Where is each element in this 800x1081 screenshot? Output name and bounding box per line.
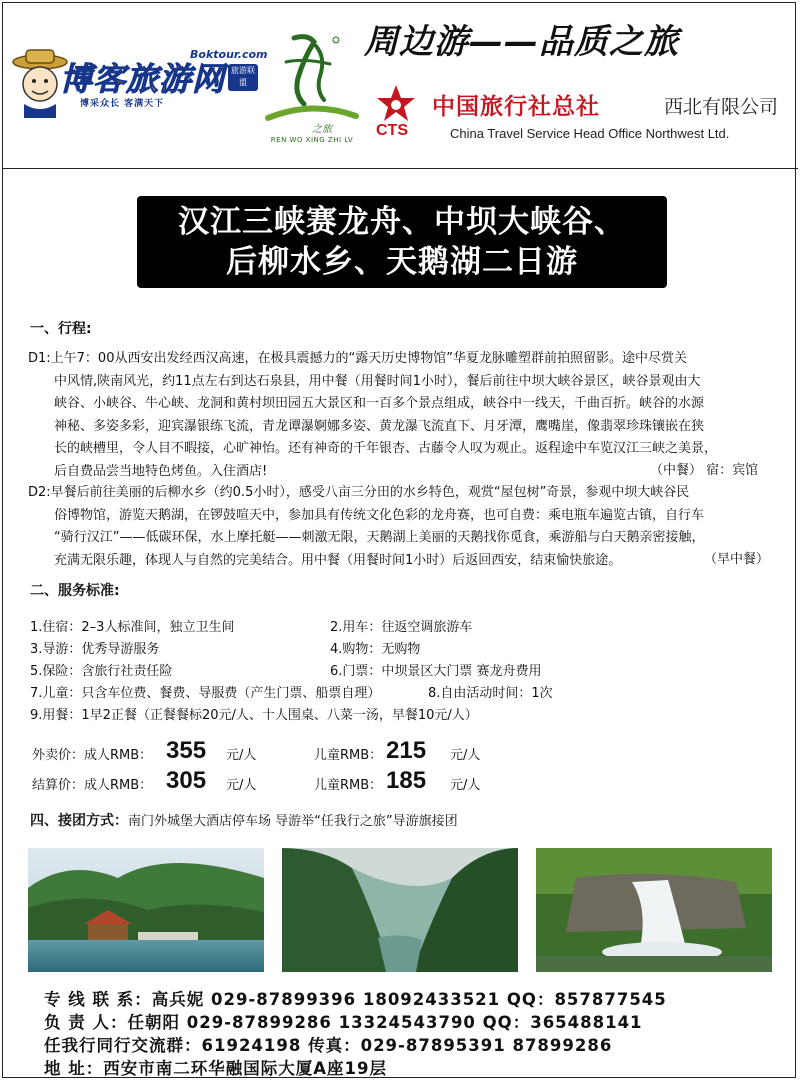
service-item: 3.导游：优秀导游服务: [30, 642, 160, 657]
photo-lake-pavilion: [28, 848, 264, 972]
slogan: 周边游——品质之旅: [364, 22, 679, 62]
tour-title-line-2: 后柳水乡、天鹅湖二日游: [226, 244, 578, 280]
contact-value: 61924198 传真：029-87895391 87899286: [201, 1036, 613, 1055]
service-item: 2.用车：往返空调旅游车: [330, 620, 473, 635]
settle-child-unit: 元/人: [450, 778, 481, 793]
cts-abbr: CTS: [376, 122, 408, 139]
day2-line: 俗博物馆，游览天鹅湖，在锣鼓喧天中，参加具有传统文化色彩的龙舟赛，也可自费：乘电瓶车遍览古镇，自行车: [54, 507, 705, 523]
boke-domain: Boktour.com: [190, 48, 268, 61]
day2-line: “骑行汉江”——低碳环保，水上摩托艇——刺激无限，天鹅湖上美丽的天鹅找你觅食，乘游船与白天鹅亲密接触，: [54, 530, 705, 545]
settle-child-label: 儿童RMB：: [314, 778, 383, 793]
settle-child-price: 185: [386, 767, 427, 794]
contact-value: 高兵妮 029-87899396 18092433521 QQ：857877545: [151, 990, 667, 1009]
service-item: 6.门票：中坝景区大门票 赛龙舟费用: [330, 664, 542, 679]
sell-adult-unit: 元/人: [226, 748, 257, 763]
day1-line: 后自费品尝当地特色烤鱼。入住酒店!: [54, 463, 268, 479]
contact-value: 任朝阳 029-87899286 13324543790 QQ：365488141: [127, 1013, 643, 1032]
day1-meal-note: （中餐） 宿：宾馆: [650, 463, 759, 478]
renwoxing-pinyin: REN WO XING ZHI LV: [270, 136, 354, 144]
cts-cn-name: 中国旅行社总社: [432, 93, 600, 120]
renwoxing-logo: [264, 28, 360, 150]
sell-child-price: 215: [386, 737, 427, 764]
settle-adult-price: 305: [166, 767, 207, 794]
meeting-info: [30, 810, 458, 830]
boke-badge: 旅游联盟: [228, 64, 258, 91]
contact-label: 任我行同行交流群：: [44, 1036, 202, 1055]
cts-en-name: China Travel Service Head Office Northwest Ltd.: [450, 126, 730, 141]
itinerary-heading: 一、行程:: [30, 321, 92, 337]
meeting-label: 四、接团方式：: [30, 813, 128, 829]
contact-line-address: [44, 1055, 387, 1079]
contact-label: 专 线 联 系：: [44, 990, 152, 1009]
contact-line-group: [44, 1032, 612, 1056]
service-heading: 二、服务标准:: [30, 583, 120, 599]
contact-line-manager: [44, 1009, 643, 1033]
day1-line: 神秘、多姿多彩，迎宾瀑银练飞流，青龙谭瀑婀娜多姿、黄龙瀑飞流直下、月牙潭，鹰嘴崖，像翡翠珍珠镶嵌在狭: [54, 418, 705, 434]
service-item: 8.自由活动时间：1次: [428, 686, 553, 701]
contact-label: 地 址：: [44, 1059, 104, 1078]
contact-line-hotline: [44, 986, 667, 1010]
boke-brand-name: 博客旅游网: [60, 60, 226, 98]
tour-title: [137, 196, 667, 288]
photo-waterfall: [536, 848, 772, 972]
day1-line: D1:上午7：00从西安出发经西汉高速，在极具震撼力的“露天历史博物馆”华夏龙脉雕塑群前拍照留影。途中尽赏关: [28, 351, 687, 366]
photo-river-gorge: [282, 848, 518, 972]
service-item: 7.儿童：只含车位费、餐费、导服费（产生门票、船票自理）: [30, 686, 381, 701]
settle-adult-unit: 元/人: [226, 778, 257, 793]
sell-child-unit: 元/人: [450, 748, 481, 763]
day2-meal-note: （早中餐）: [704, 552, 770, 567]
day1-line: 峡谷、小峡谷、牛心峡、龙洞和黄村坝田园五大景区和一百多个景点组成，峡谷中一线天，千曲百折。峡谷的水源: [54, 396, 705, 411]
header-divider: [2, 168, 798, 169]
boke-tagline: 博采众长 客满天下: [80, 99, 165, 109]
day1-line: 中风情,陕南风光，约11点左右到达石泉县，用中餐（用餐时间1小时），餐后前往中坝大峡谷景区，峡谷景观由大: [54, 373, 701, 389]
itinerary-day-2: [28, 482, 704, 572]
service-item: 4.购物：无购物: [330, 642, 421, 657]
service-item: 5.保险：含旅行社责任险: [30, 664, 173, 679]
sell-child-label: 儿童RMB：: [314, 748, 383, 763]
sell-price-label: 外卖价：成人RMB：: [32, 748, 153, 763]
cts-star-icon: [376, 84, 416, 124]
settle-price-label: 结算价：成人RMB：: [32, 778, 153, 793]
header: [0, 0, 800, 168]
contact-value: 西安市南二环华融国际大厦A座19层: [103, 1059, 387, 1078]
day2-line: D2:早餐后前往美丽的后柳水乡（约0.5小时），感受八亩三分田的水乡特色，观赏“屋包树”奇景，参观中坝大峡谷民: [28, 485, 690, 500]
itinerary-day-1: [28, 348, 717, 483]
day2-line: 充满无限乐趣，体现人与自然的完美结合。用中餐（用餐时间1小时）后返回西安，结束愉快旅途。: [54, 552, 622, 568]
service-item: 9.用餐：1早2正餐（正餐餐标20元/人、十人围桌、八菜一汤，早餐10元/人）: [30, 708, 478, 723]
service-item: 1.住宿：2–3人标准间，独立卫生间: [30, 620, 235, 635]
renwoxing-suffix: 之旅: [312, 124, 332, 135]
sell-adult-price: 355: [166, 737, 207, 764]
cts-cn-suffix: 西北有限公司: [664, 96, 779, 118]
contact-label: 负 责 人：: [44, 1013, 128, 1032]
meeting-text: 南门外城堡大酒店停车场 导游举“任我行之旅”导游旗接团: [128, 814, 458, 829]
tour-title-line-1: 汉江三峡赛龙舟、中坝大峡谷、: [178, 204, 626, 240]
day1-line: 长的峡槽里，令人目不暇接，心旷神怡。还有神奇的千年银杏、古藤令人叹为观止。返程途中车览汉江三峡之美景，: [54, 441, 718, 456]
boke-logo: [12, 48, 268, 118]
renwoxing-calligraphy-icon: [264, 28, 360, 124]
